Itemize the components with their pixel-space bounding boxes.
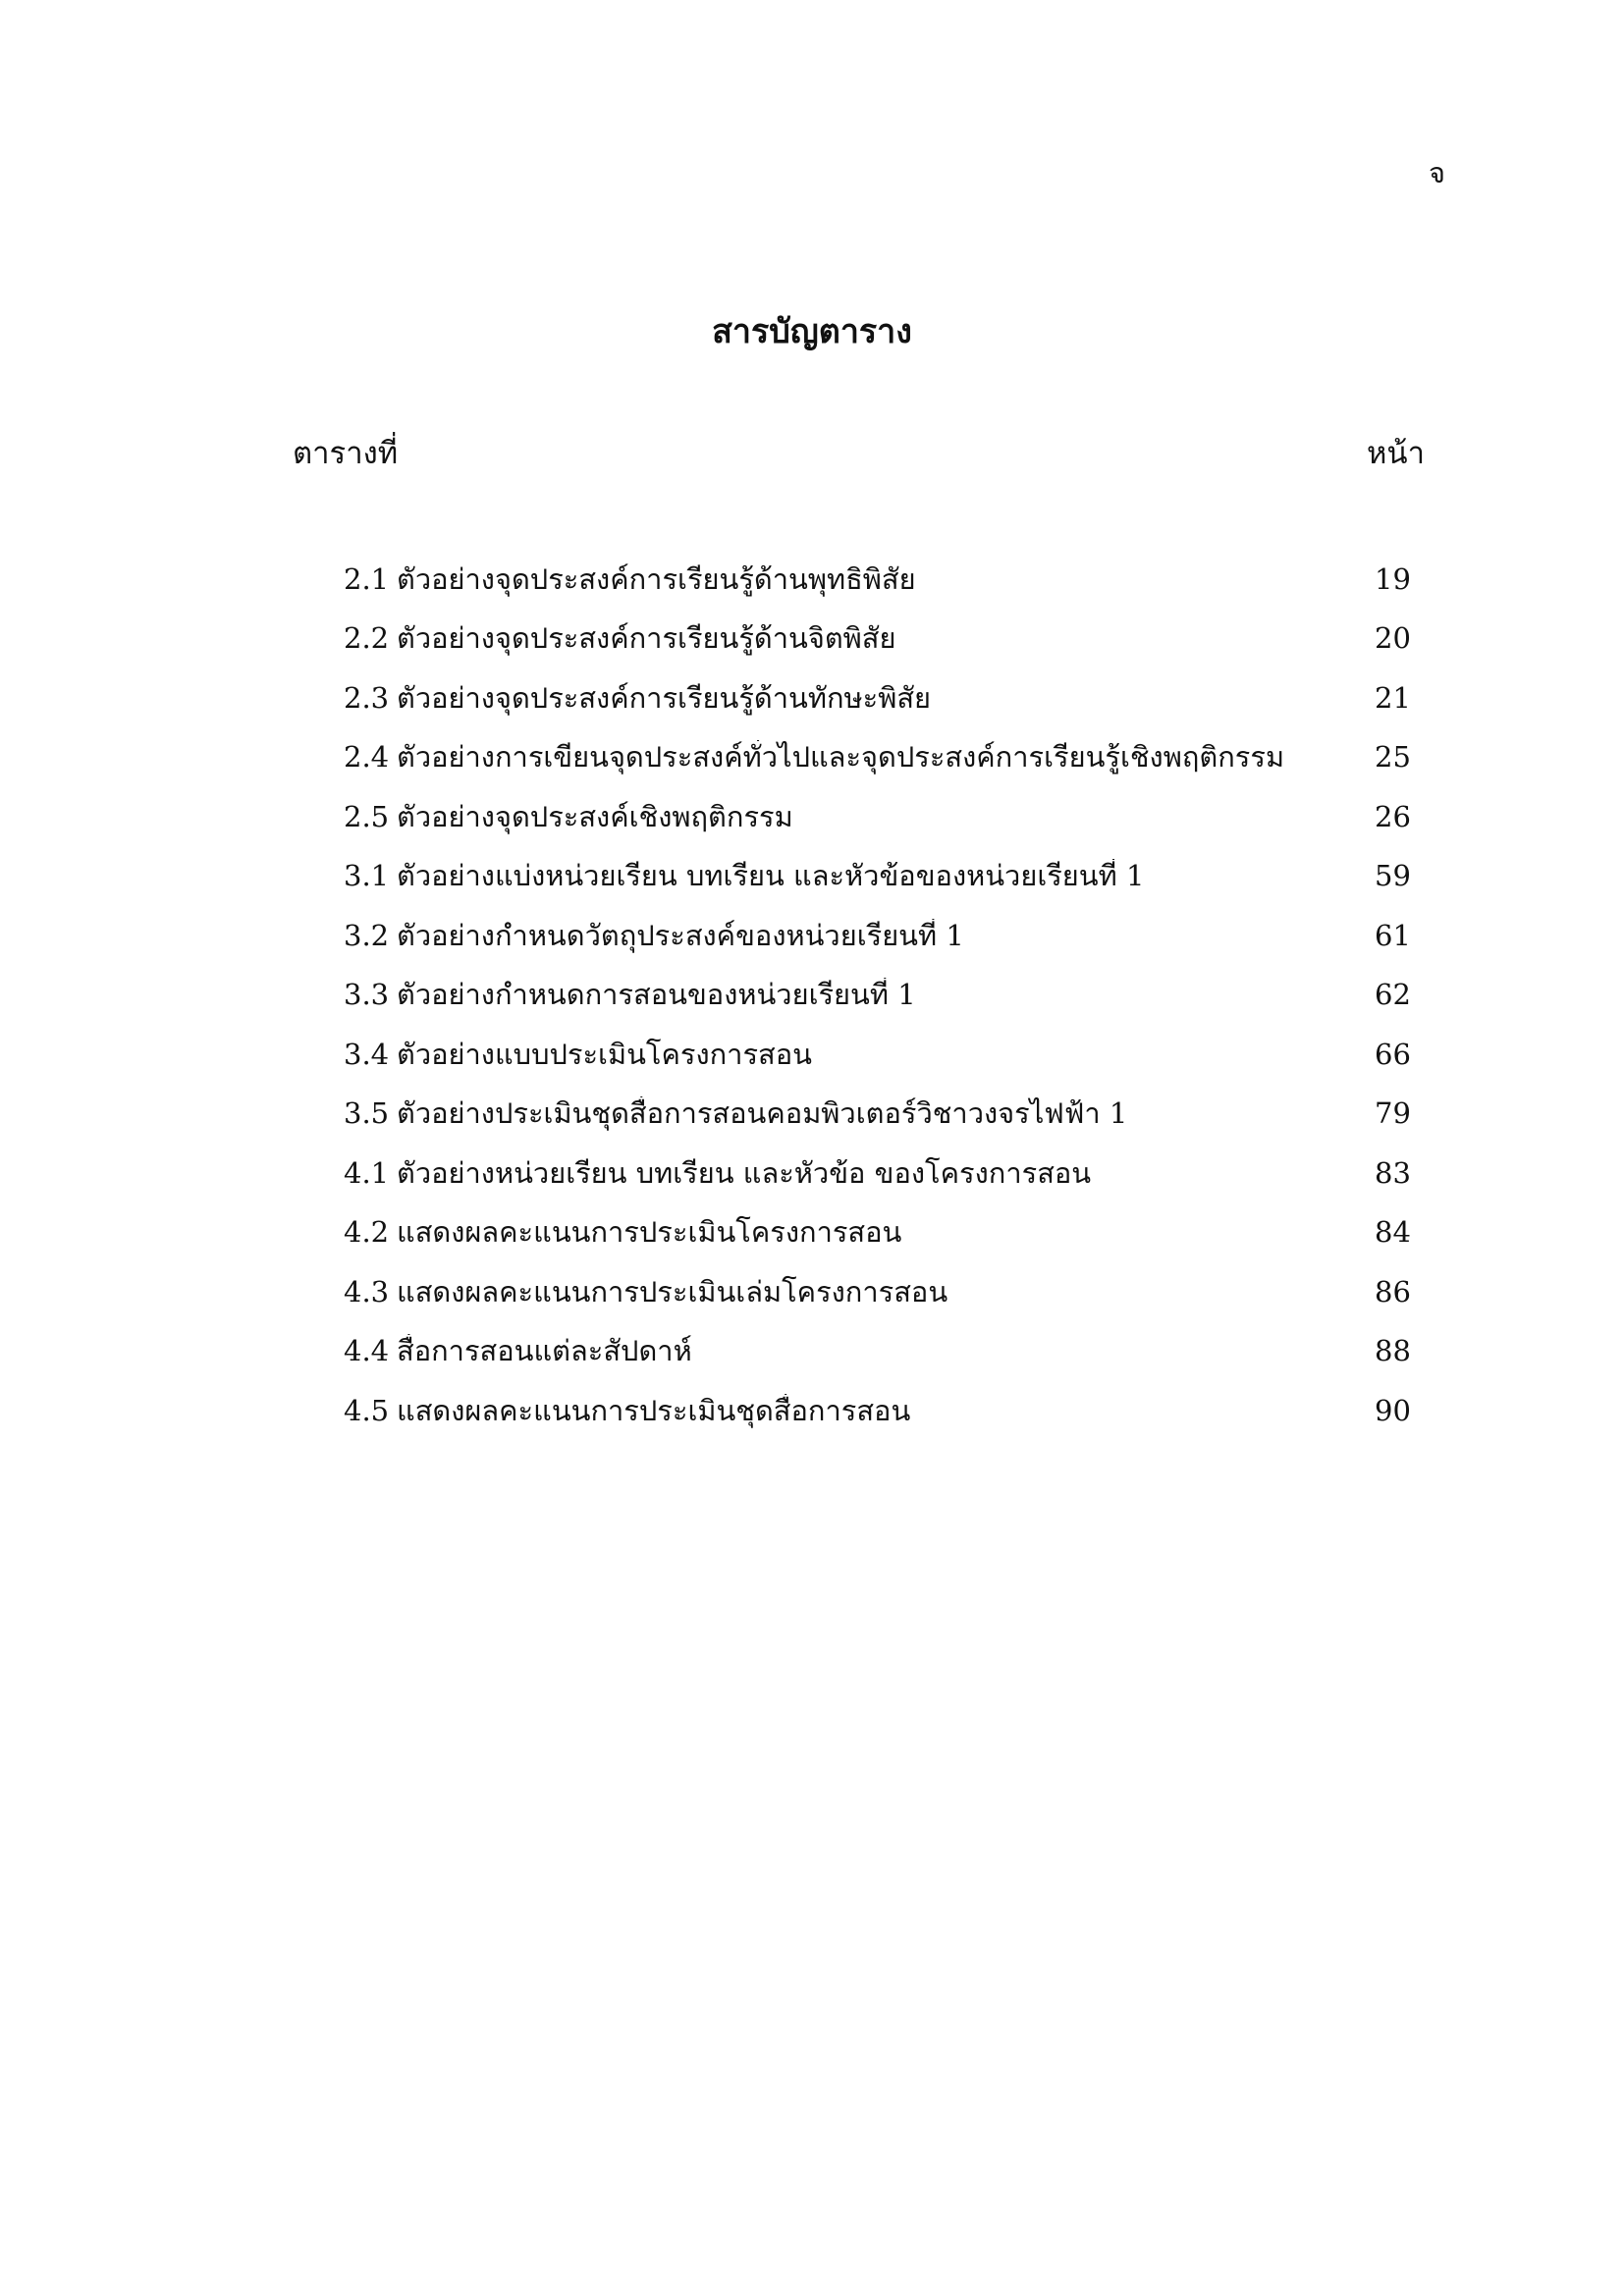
toc-entry-page: 25 <box>1375 740 1411 774</box>
toc-entry-title: ตัวอย่างกำหนดวัตถุประสงค์ของหน่วยเรียนที่ 1 <box>397 918 964 952</box>
toc-entry-page: 79 <box>1375 1096 1411 1131</box>
toc-entry-title: ตัวอย่างแบ่งหน่วยเรียน บทเรียน และหัวข้อของหน่วยเรียนที่ 1 <box>397 859 1145 893</box>
toc-entry-number: 2.1 <box>344 561 390 596</box>
toc-entry <box>344 966 1424 1026</box>
toc-entry <box>344 1381 1424 1441</box>
column-header-page: หน้า <box>1367 436 1426 471</box>
toc-entry-number: 3.5 <box>344 1096 390 1131</box>
toc-entry-page: 26 <box>1375 799 1411 833</box>
toc-entry-page: 84 <box>1375 1215 1411 1250</box>
toc-entry <box>344 1262 1424 1322</box>
toc-entry-number: 3.4 <box>344 1037 390 1071</box>
column-header-table-number: ตารางที่ <box>293 436 399 471</box>
toc-entry-number: 4.1 <box>344 1155 390 1190</box>
toc-entry-page: 88 <box>1375 1334 1411 1368</box>
toc-entry-number: 2.2 <box>344 621 390 656</box>
toc-entry-page: 61 <box>1375 918 1411 952</box>
toc-entry-page: 19 <box>1375 561 1411 596</box>
page-title: สารบัญตาราง <box>712 312 912 351</box>
toc-entry-title: ตัวอย่างประเมินชุดสื่อการสอนคอมพิวเตอร์วิชาวงจรไฟฟ้า 1 <box>397 1096 1128 1131</box>
toc-entry-title: แสดงผลคะแนนการประเมินชุดสื่อการสอน <box>397 1393 911 1427</box>
toc-entry-number: 2.3 <box>344 680 390 715</box>
toc-entry-title: แสดงผลคะแนนการประเมินเล่มโครงการสอน <box>397 1274 948 1308</box>
page-number: จ <box>1429 156 1445 189</box>
toc-entry-number: 3.1 <box>344 859 390 893</box>
toc-entry <box>344 906 1424 966</box>
toc-entry-page: 83 <box>1375 1155 1411 1190</box>
toc-entry-page: 86 <box>1375 1274 1411 1308</box>
toc-entry-page: 66 <box>1375 1037 1411 1071</box>
table-of-tables-list <box>344 550 1424 1441</box>
toc-entry-title: ตัวอย่างจุดประสงค์เชิงพฤติกรรม <box>397 799 793 833</box>
toc-entry-page: 21 <box>1375 680 1411 715</box>
toc-entry <box>344 610 1424 669</box>
toc-entry-title: ตัวอย่างการเขียนจุดประสงค์ทั่วไปและจุดประสงค์การเรียนรู้เชิงพฤติกรรม <box>397 740 1285 774</box>
toc-entry <box>344 550 1424 610</box>
toc-entry-title: ตัวอย่างจุดประสงค์การเรียนรู้ด้านทักษะพิสัย <box>397 680 932 715</box>
toc-entry-page: 90 <box>1375 1393 1411 1427</box>
toc-entry <box>344 1144 1424 1203</box>
toc-entry-number: 3.3 <box>344 978 390 1012</box>
toc-entry-number: 2.4 <box>344 740 390 774</box>
toc-entry-title: สื่อการสอนแต่ละสัปดาห์ <box>397 1334 692 1368</box>
toc-entry <box>344 668 1424 728</box>
toc-entry-title: แสดงผลคะแนนการประเมินโครงการสอน <box>397 1215 902 1250</box>
toc-entry-title: ตัวอย่างหน่วยเรียน บทเรียน และหัวข้อ ของโครงการสอน <box>397 1155 1092 1190</box>
toc-entry-title: ตัวอย่างจุดประสงค์การเรียนรู้ด้านจิตพิสัย <box>397 621 896 656</box>
toc-entry-title: ตัวอย่างแบบประเมินโครงการสอน <box>397 1037 812 1071</box>
toc-entry <box>344 1322 1424 1382</box>
toc-entry <box>344 1203 1424 1263</box>
toc-entry-number: 3.2 <box>344 918 390 952</box>
toc-entry-page: 20 <box>1375 621 1411 656</box>
toc-entry <box>344 847 1424 907</box>
toc-entry-page: 59 <box>1375 859 1411 893</box>
toc-entry <box>344 787 1424 847</box>
toc-entry-number: 4.2 <box>344 1215 390 1250</box>
toc-entry-number: 2.5 <box>344 799 390 833</box>
toc-entry-number: 4.5 <box>344 1393 390 1427</box>
toc-entry-number: 4.3 <box>344 1274 390 1308</box>
toc-entry <box>344 1085 1424 1145</box>
toc-entry-number: 4.4 <box>344 1334 390 1368</box>
toc-entry-title: ตัวอย่างกำหนดการสอนของหน่วยเรียนที่ 1 <box>397 978 916 1012</box>
toc-entry <box>344 1025 1424 1085</box>
toc-entry <box>344 728 1424 788</box>
toc-entry-title: ตัวอย่างจุดประสงค์การเรียนรู้ด้านพุทธิพิสัย <box>397 561 916 596</box>
toc-entry-page: 62 <box>1375 978 1411 1012</box>
